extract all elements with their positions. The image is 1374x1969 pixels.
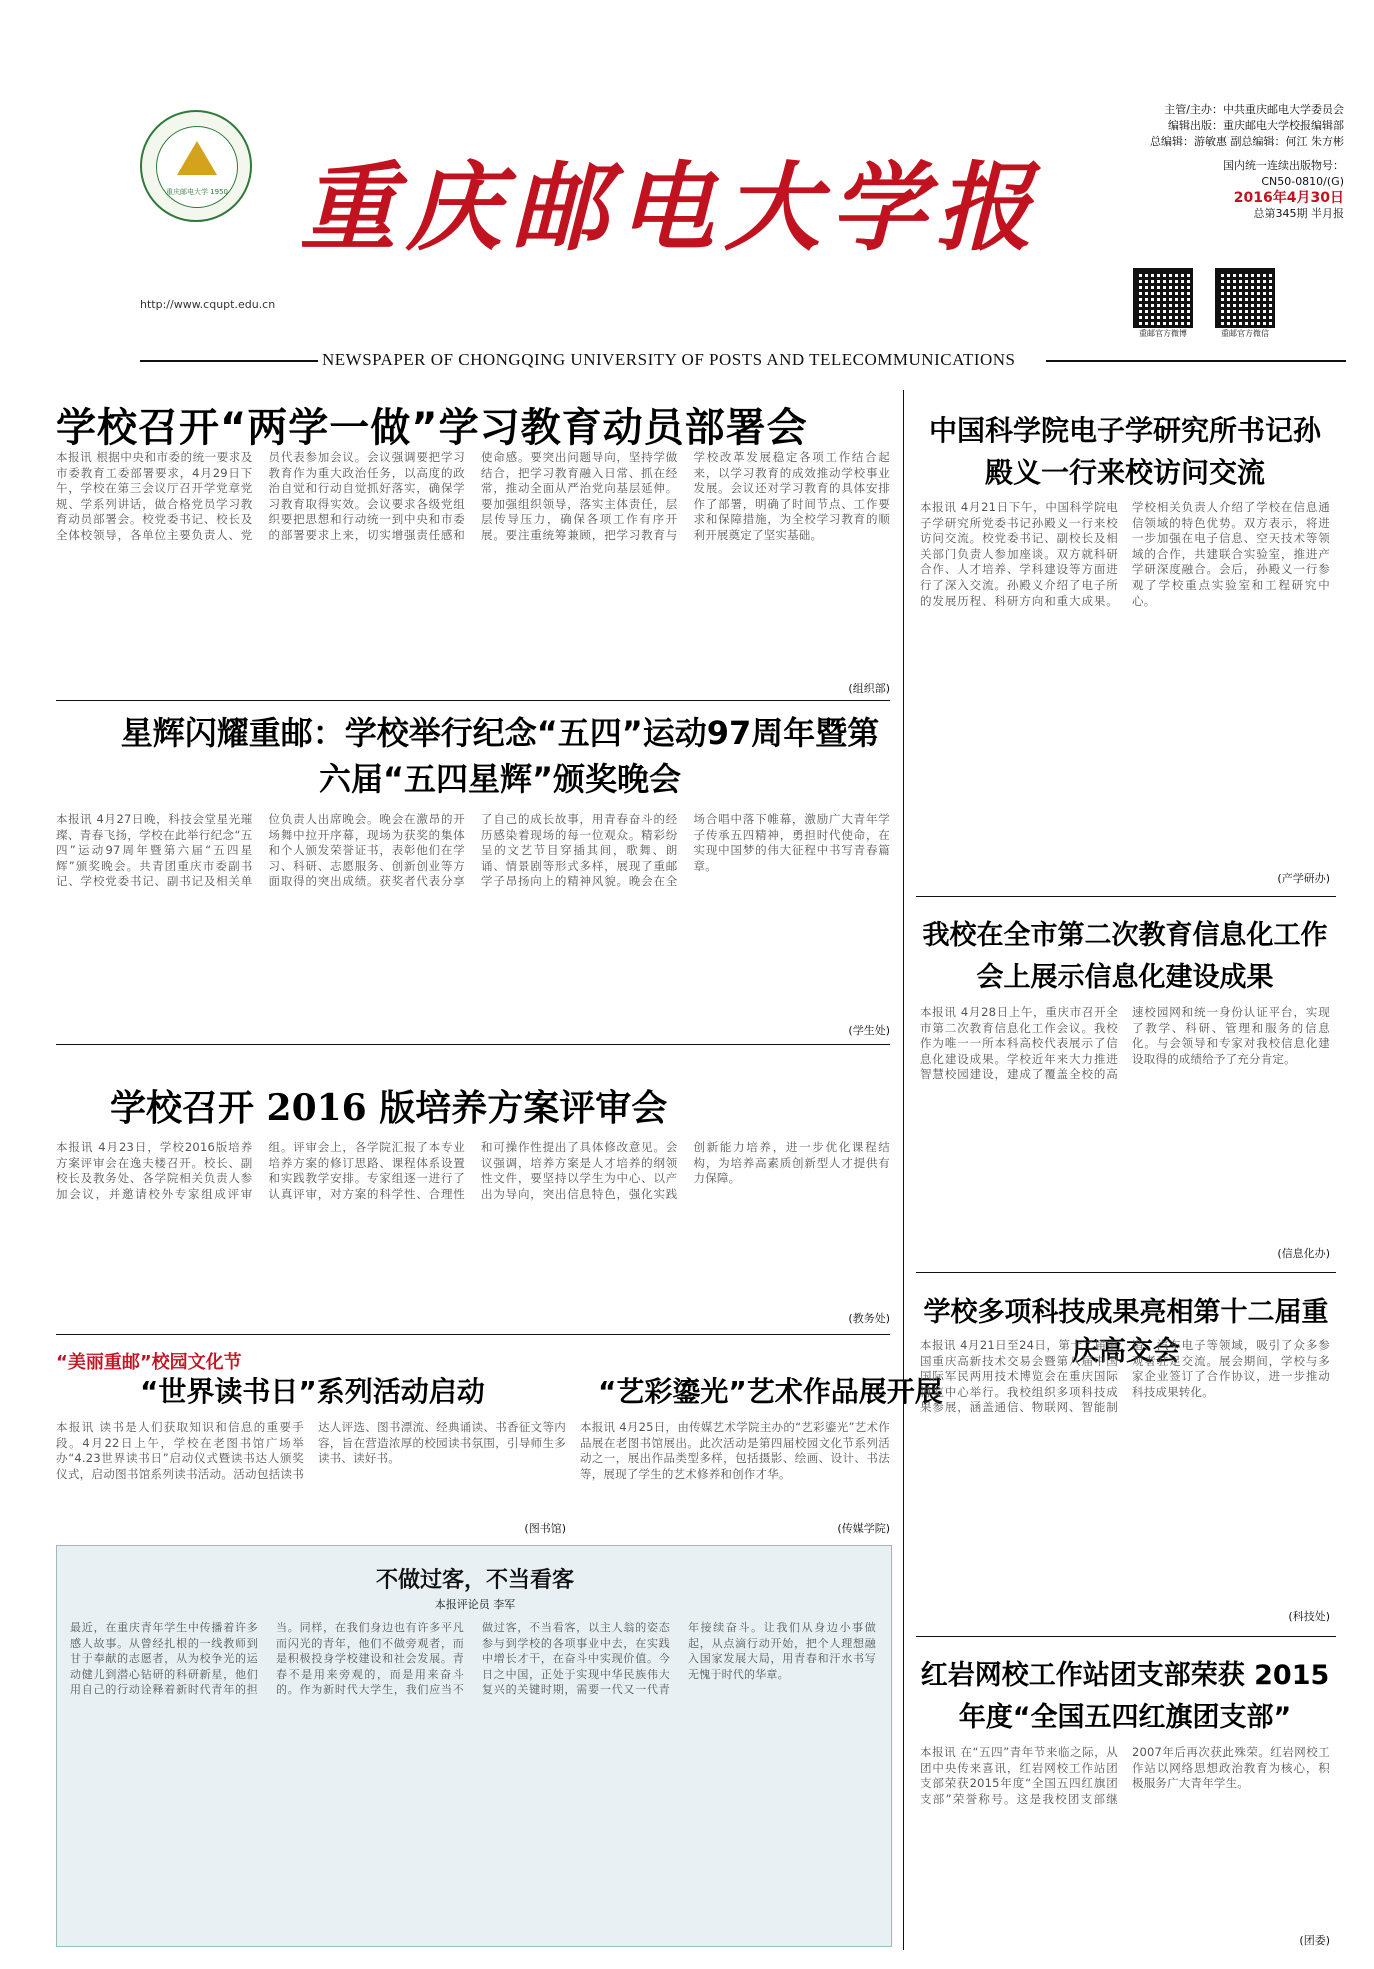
article-1-body: 本报讯 根据中央和市委的统一要求及市委教育工委部署要求，4月29日下午，学校在第三会议厅召开学党章党规、学系列讲话，做合格党员学习教育动员部署会。校党委书记、校长及全体校领导，各单位主要负责人、党员代表参加会议。会议强调要把学习教育作为重大政治任务，以高度的政治自觉和行动自觉抓好落实，确保学习教育取得实效。会议要求各级党组织要把思想和行动统一到中央和市委的部署要求上来，切实增强责任感和使命感。要突出问题导向，坚持学做结合，把学习教育融入日常、抓在经常，推动全面从严治党向基层延伸。要加强组织领导，落实主体责任，层层传导压力，确保各项工作有序开展。要注重统筹兼顾，把学习教育与学校改革发展稳定各项工作结合起来，以学习教育的成效推动学校事业发展。会议还对学习教育的具体安排作了部署，明确了时间节点、工作要求和保障措施，为全校学习教育的顺利开展奠定了坚实基础。 bbox=[56, 450, 890, 542]
divider bbox=[56, 1334, 890, 1335]
university-logo bbox=[140, 110, 252, 222]
right-article-1-credit: (产学研办) bbox=[1277, 872, 1330, 885]
qr-code-icon bbox=[1133, 268, 1193, 328]
commentary-body: 最近，在重庆青年学生中传播着许多感人故事。从曾经扎根的一线教师到甘于奉献的志愿者，从为校争光的运动健儿到潜心钻研的科研新星，他们用自己的行动诠释着新时代青年的担当。同样，在我们身边也有许多平凡而闪光的青年，他们不做旁观者，而是积极投身学校建设和社会发展。青春不是用来旁观的，而是用来奋斗的。作为新时代大学生，我们应当不做过客，不当看客，以主人翁的姿态参与到学校的各项事业中去，在实践中增长才干，在奋斗中实现价值。今日之中国，正处于实现中华民族伟大复兴的关键时期，需要一代又一代青年接续奋斗。让我们从身边小事做起，从点滴行动开始，把个人理想融入国家发展大局，用青春和汗水书写无愧于时代的华章。 bbox=[70, 1621, 876, 1697]
article-2-credit: (学生处) bbox=[848, 1024, 890, 1037]
divider bbox=[56, 1044, 890, 1045]
wechat-qr-label: 重邮官方微信 bbox=[1221, 329, 1269, 338]
cn-number: CN50-0810/(G) bbox=[1261, 175, 1344, 188]
right-article-2-body: 本报讯 4月28日上午，重庆市召开全市第二次教育信息化工作会议。我校作为唯一一所本科高校代表展示了信息化建设成果。学校近年来大力推进智慧校园建设，建成了覆盖全校的高速校园网和统一身份认证平台，实现了教学、科研、管理和服务的信息化。与会领导和专家对我校信息化建设取得的成绩给予了充分肯定。 bbox=[920, 1005, 1330, 1082]
culture-2-credit: (传媒学院) bbox=[837, 1522, 890, 1535]
editors: 总编辑：游敏惠 副总编辑：何江 朱方彬 bbox=[1150, 135, 1344, 148]
divider bbox=[916, 1272, 1336, 1273]
wechat-qr[interactable] bbox=[1210, 268, 1280, 339]
publisher: 编辑出版：重庆邮电大学校报编辑部 bbox=[1168, 119, 1344, 132]
right-article-1-body: 本报讯 4月21日下午，中国科学院电子学研究所党委书记孙殿义一行来校访问交流。校党委书记、副校长及相关部门负责人参加座谈。双方就科研合作、人才培养、学科建设等方面进行了深入交流。孙殿义介绍了电子所的发展历程、科研方向和重大成果。学校相关负责人介绍了学校在信息通信领域的特色优势。双方表示，将进一步加强在电子信息、空天技术等领域的合作，共建联合实验室，推进产学研深度融合。会后，孙殿义一行参观了学校重点实验室和工程研究中心。 bbox=[920, 500, 1330, 608]
issn-label: 国内统一连续出版物号： bbox=[1223, 159, 1344, 172]
right-article-1-headline[interactable]: 中国科学院电子学研究所书记孙殿义一行来校访问交流 bbox=[928, 414, 1321, 489]
header-rule-right bbox=[1046, 360, 1346, 362]
culture-2-body: 本报讯 4月25日，由传媒艺术学院主办的“艺彩鎏光”艺术作品展在老图书馆展出。此次活动是第四届校园文化节系列活动之一，展出作品类型多样，包括摄影、绘画、设计、书法等，展现了学生的艺术修养和创作才华。 bbox=[580, 1420, 890, 1481]
article-3-body: 本报讯 4月23日，学校2016版培养方案评审会在逸夫楼召开。校长、副校长及教务处、各学院相关负责人参加会议，并邀请校外专家组成评审组。评审会上，各学院汇报了本专业培养方案的修订思路、课程体系设置和实践教学安排。专家组逐一进行了认真评审，对方案的科学性、合理性和可操作性提出了具体修改意见。会议强调，培养方案是人才培养的纲领性文件，要坚持以学生为中心、以产出为导向，突出信息特色，强化实践创新能力培养，进一步优化课程结构，为培养高素质创新型人才提供有力保障。 bbox=[56, 1140, 890, 1201]
right-article-3-body: 本报讯 4月21日至24日，第十二届中国重庆高新技术交易会暨第八届中国国际军民两用技术博览会在重庆国际博览中心举行。我校组织多项科技成果参展，涵盖通信、物联网、智能制造、汽车电子等领域，吸引了众多参观者驻足交流。展会期间，学校与多家企业签订了合作协议，进一步推动科技成果转化。 bbox=[920, 1338, 1330, 1415]
culture-festival-tag: “美丽重邮”校园文化节 bbox=[56, 1352, 242, 1373]
right-article-4-body: 本报讯 在“五四”青年节来临之际，从团中央传来喜讯，红岩网校工作站团支部荣获2015年度“全国五四红旗团支部”荣誉称号。这是我校团支部继2007年后再次获此殊荣。红岩网校工作站以网络思想政治教育为核心，积极服务广大青年学生。 bbox=[920, 1745, 1330, 1806]
article-2-body: 本报讯 4月27日晚，科技会堂星光璀璨、青春飞扬，学校在此举行纪念“五四”运动97周年暨第六届“五四星辉”颁奖晚会。共青团重庆市委副书记、学校党委书记、副书记及相关单位负责人出席晚会。晚会在激昂的开场舞中拉开序幕，现场为获奖的集体和个人颁发荣誉证书，表彰他们在学习、科研、志愿服务、创新创业等方面取得的突出成绩。获奖者代表分享了自己的成长故事，用青春奋斗的经历感染着现场的每一位观众。精彩纷呈的文艺节目穿插其间，歌舞、朗诵、情景剧等形式多样，展现了重邮学子昂扬向上的精神风貌。晚会在全场合唱中落下帷幕，激励广大青年学子传承五四精神，勇担时代使命，在实现中国梦的伟大征程中书写青春篇章。 bbox=[56, 812, 890, 889]
website-url[interactable]: http://www.cqupt.edu.cn bbox=[140, 298, 276, 311]
right-article-3-headline[interactable]: 学校多项科技成果亮相第十二届重庆高交会 bbox=[923, 1297, 1329, 1367]
culture-1-body: 本报讯 读书是人们获取知识和信息的重要手段。4月22日上午，学校在老图书馆广场举办“4.23世界读书日”启动仪式暨读书达人颁奖仪式，启动图书馆系列读书活动。活动包括读书达人评选、图书漂流、经典诵读、书香征文等内容，旨在营造浓厚的校园读书氛围，引导师生多读书、读好书。 bbox=[56, 1420, 566, 1481]
culture-1-headline[interactable]: “世界读书日”系列活动启动 bbox=[140, 1375, 485, 1408]
commentary-headline[interactable]: 不做过客，不当看客 bbox=[375, 1568, 574, 1593]
right-article-2-credit: (信息化办) bbox=[1277, 1247, 1330, 1260]
article-1-credit: (组织部) bbox=[848, 682, 890, 695]
logo-emblem-icon bbox=[156, 126, 238, 208]
article-3-credit: (教务处) bbox=[848, 1312, 890, 1325]
article-1-headline[interactable]: 学校召开“两学一做”学习教育动员部署会 bbox=[56, 405, 808, 451]
commentary-author: 本报评论员 李军 bbox=[434, 1598, 516, 1611]
divider bbox=[56, 700, 890, 701]
right-article-3-credit: (科技处) bbox=[1288, 1610, 1330, 1623]
issue-date: 2016年4月30日 bbox=[1233, 190, 1344, 206]
issue-number: 总第345期 半月报 bbox=[1253, 207, 1344, 220]
publication-info bbox=[1072, 102, 1344, 222]
culture-2-headline[interactable]: “艺彩鎏光”艺术作品展开展 bbox=[598, 1375, 943, 1408]
right-article-4-headline[interactable]: 红岩网校工作站团支部荣获 2015 年度“全国五四红旗团支部” bbox=[920, 1660, 1330, 1733]
weibo-qr[interactable] bbox=[1128, 268, 1198, 339]
article-2-headline[interactable]: 星辉闪耀重邮：学校举行纪念“五四”运动97周年暨第六届“五四星辉”颁奖晚会 bbox=[120, 714, 880, 798]
right-article-2-headline[interactable]: 我校在全市第二次教育信息化工作会上展示信息化建设成果 bbox=[922, 920, 1328, 993]
newspaper-title: 重庆邮电大学报 bbox=[300, 151, 1042, 264]
logo-text: 重庆邮电大学 1950 bbox=[165, 188, 229, 196]
column-divider bbox=[903, 390, 904, 1950]
qr-code-icon bbox=[1215, 268, 1275, 328]
divider bbox=[916, 1636, 1336, 1637]
english-title: NEWSPAPER OF CHONGQING UNIVERSITY OF POSTS AND TELECOMMUNICATIONS bbox=[322, 350, 1016, 369]
culture-1-credit: (图书馆) bbox=[524, 1522, 566, 1535]
logo-triangle-icon bbox=[177, 141, 217, 175]
header-rule-left bbox=[140, 360, 318, 362]
weibo-qr-label: 重邮官方微博 bbox=[1139, 329, 1187, 338]
sponsor: 主管/主办：中共重庆邮电大学委员会 bbox=[1164, 103, 1344, 116]
right-article-4-credit: (团委) bbox=[1299, 1934, 1330, 1947]
divider bbox=[916, 896, 1336, 897]
article-3-headline[interactable]: 学校召开 2016 版培养方案评审会 bbox=[110, 1087, 668, 1129]
